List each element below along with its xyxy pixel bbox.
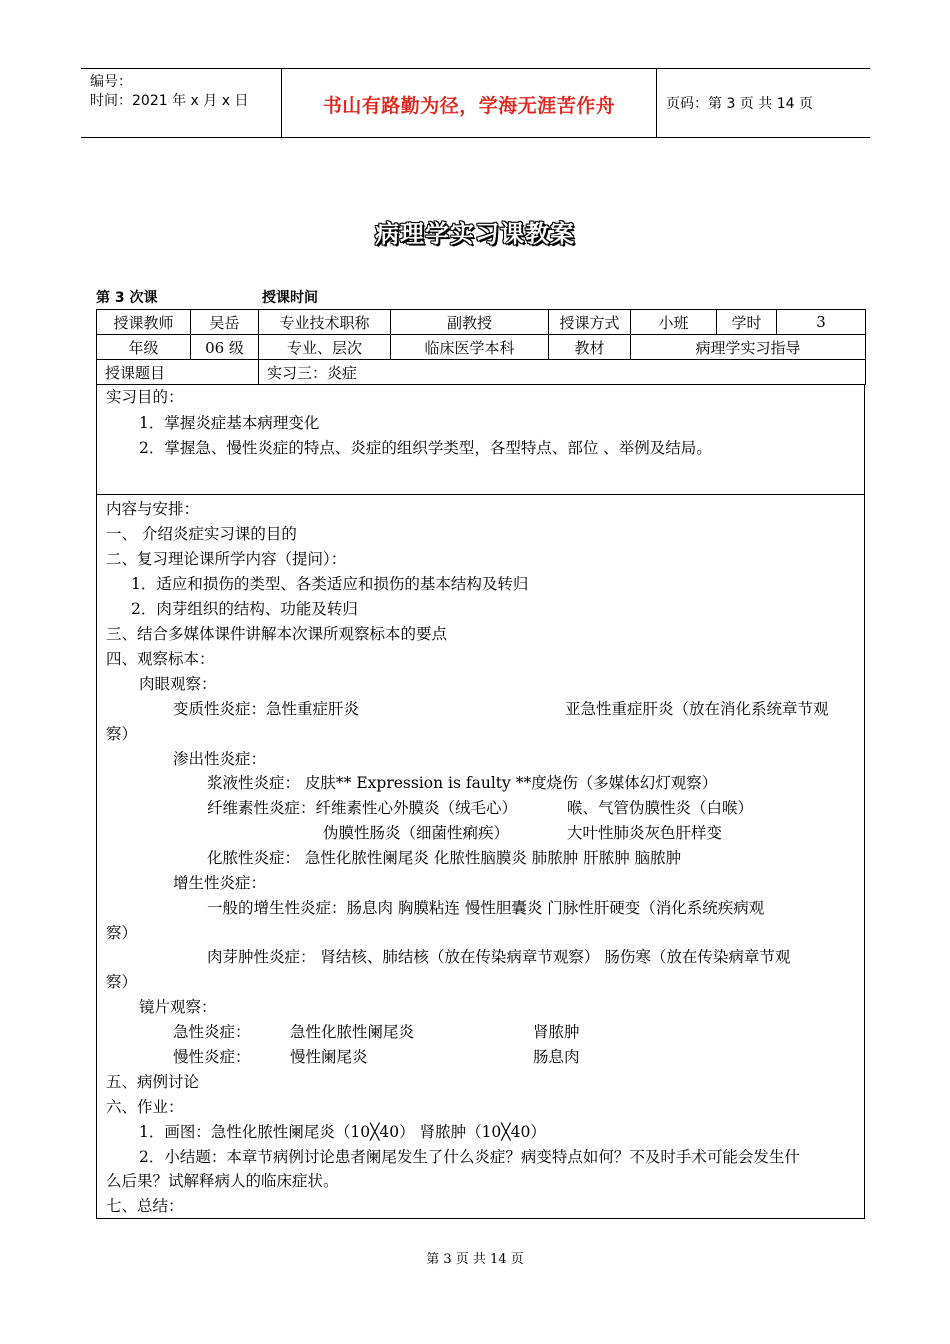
chronic-slide: 慢性阑尾炎 — [290, 1048, 368, 1066]
alterative-inflammation-note: 亚急性重症肝炎（放在消化系统章节观 — [565, 700, 829, 718]
chronic-label: 慢性炎症： — [173, 1048, 251, 1066]
major-value: 临床医学本科 — [391, 335, 549, 360]
topic-label: 授课题目 — [97, 360, 259, 385]
topic-value: 实习三：炎症 — [259, 360, 866, 385]
grade-value: 06 级 — [191, 335, 259, 360]
page-footer: 第 3 页 共 14 页 — [426, 1252, 524, 1267]
section-4: 四、观察标本： — [106, 650, 215, 668]
header-motto-cell — [281, 69, 657, 137]
objectives-section — [96, 385, 865, 495]
granulomatous-inflammation: 肉芽肿性炎症： 肾结核、肺结核（放在传染病章节观察） 肠伤寒（放在传染病章节观 — [207, 948, 791, 966]
section-2-item: 2．肉芽组织的结构、功能及转归 — [131, 600, 358, 618]
general-proliferative-cont: 察） — [106, 924, 138, 942]
page-number-label: 页码：第 3 页 共 14 页 — [666, 96, 813, 112]
section-2-item: 1．适应和损伤的类型、各类适应和损伤的基本结构及转归 — [131, 575, 529, 593]
content-heading: 内容与安排： — [106, 500, 200, 518]
header-left-cell — [81, 69, 281, 137]
method-value: 小班 — [631, 310, 717, 335]
purulent-inflammation: 化脓性炎症： 急性化脓性阑尾炎 化脓性脑膜炎 肺脓肿 肝脓肿 脑脓肿 — [207, 849, 682, 867]
section-7: 七、总结： — [106, 1197, 184, 1215]
grade-label: 年级 — [97, 335, 191, 360]
number-label: 编号： — [90, 74, 132, 90]
lesson-number: 第 3 次课 — [96, 290, 158, 306]
teacher-label: 授课教师 — [97, 310, 191, 335]
motto: 书山有路勤为径，学海无涯苦作舟 — [322, 95, 616, 117]
title-value: 副教授 — [391, 310, 549, 335]
title-label: 专业技术职称 — [259, 310, 391, 335]
homework-item-cont: 么后果？试解释病人的临床症状。 — [106, 1172, 339, 1190]
lesson-info-table — [96, 309, 866, 385]
fibrinous-inflammation: 纤维素性炎症：纤维素性心外膜炎（绒毛心） — [207, 799, 518, 817]
acute-slide: 急性化脓性阑尾炎 — [290, 1023, 415, 1041]
homework-item: 2．小结题：本章节病例讨论患者阑尾发生了什么炎症？病变特点如何？不及时手术可能会发生什 — [139, 1148, 800, 1166]
document-title: 病理学实习课教案 — [375, 220, 575, 248]
content-section — [96, 495, 865, 1219]
section-2: 二、复习理论课所学内容（提问）： — [106, 550, 347, 568]
hours-value: 3 — [777, 310, 866, 335]
alterative-inflammation-note-cont: 察） — [106, 725, 138, 743]
section-5: 五、病例讨论 — [106, 1073, 200, 1091]
chronic-slide: 肠息肉 — [533, 1048, 580, 1066]
major-label: 专业、层次 — [259, 335, 391, 360]
lesson-time-label: 授课时间 — [262, 290, 318, 306]
microscopic-observation: 镜片观察： — [139, 998, 217, 1016]
section-1: 一、 介绍炎症实习课的目的 — [106, 525, 297, 543]
fibrinous-example: 大叶性肺炎灰色肝样变 — [567, 824, 723, 842]
gross-observation: 肉眼观察： — [139, 675, 217, 693]
serous-inflammation: 浆液性炎症： 皮肤** Expression is faulty **度烧伤（多媒体幻灯观察） — [207, 774, 718, 792]
time-label: 时间：2021 年 x 月 x 日 — [90, 93, 249, 109]
acute-label: 急性炎症： — [173, 1023, 251, 1041]
fibrinous-example: 喉、气管伪膜性炎（白喉） — [567, 799, 754, 817]
objective-item: 2．掌握急、慢性炎症的特点、炎症的组织学类型，各型特点、部位 、举例及结局。 — [139, 439, 712, 457]
acute-slide: 肾脓肿 — [533, 1023, 580, 1041]
fibrinous-example: 伪膜性肠炎（细菌性痢疾） — [323, 824, 510, 842]
info-row — [97, 310, 866, 335]
granulomatous-cont: 察） — [106, 973, 138, 991]
method-label: 授课方式 — [549, 310, 631, 335]
header-right-cell — [657, 69, 869, 137]
page-header — [81, 68, 870, 138]
hours-label: 学时 — [717, 310, 777, 335]
info-row — [97, 335, 866, 360]
proliferative-inflammation: 增生性炎症： — [173, 874, 267, 892]
textbook-value: 病理学实习指导 — [631, 335, 866, 360]
general-proliferative: 一般的增生性炎症：肠息肉 胸膜粘连 慢性胆囊炎 门脉性肝硬变（消化系统疾病观 — [207, 899, 765, 917]
alterative-inflammation: 变质性炎症：急性重症肝炎 — [173, 700, 360, 718]
objectives-heading: 实习目的： — [106, 388, 184, 406]
textbook-label: 教材 — [549, 335, 631, 360]
objective-item: 1．掌握炎症基本病理变化 — [139, 414, 320, 432]
section-6: 六、作业： — [106, 1098, 184, 1116]
exudative-inflammation: 渗出性炎症： — [173, 750, 267, 768]
section-3: 三、结合多媒体课件讲解本次课所观察标本的要点 — [106, 625, 448, 643]
info-row — [97, 360, 866, 385]
homework-item: 1．画图：急性化脓性阑尾炎（10╳40） 肾脓肿（10╳40） — [139, 1123, 546, 1141]
teacher-value: 吴岳 — [191, 310, 259, 335]
